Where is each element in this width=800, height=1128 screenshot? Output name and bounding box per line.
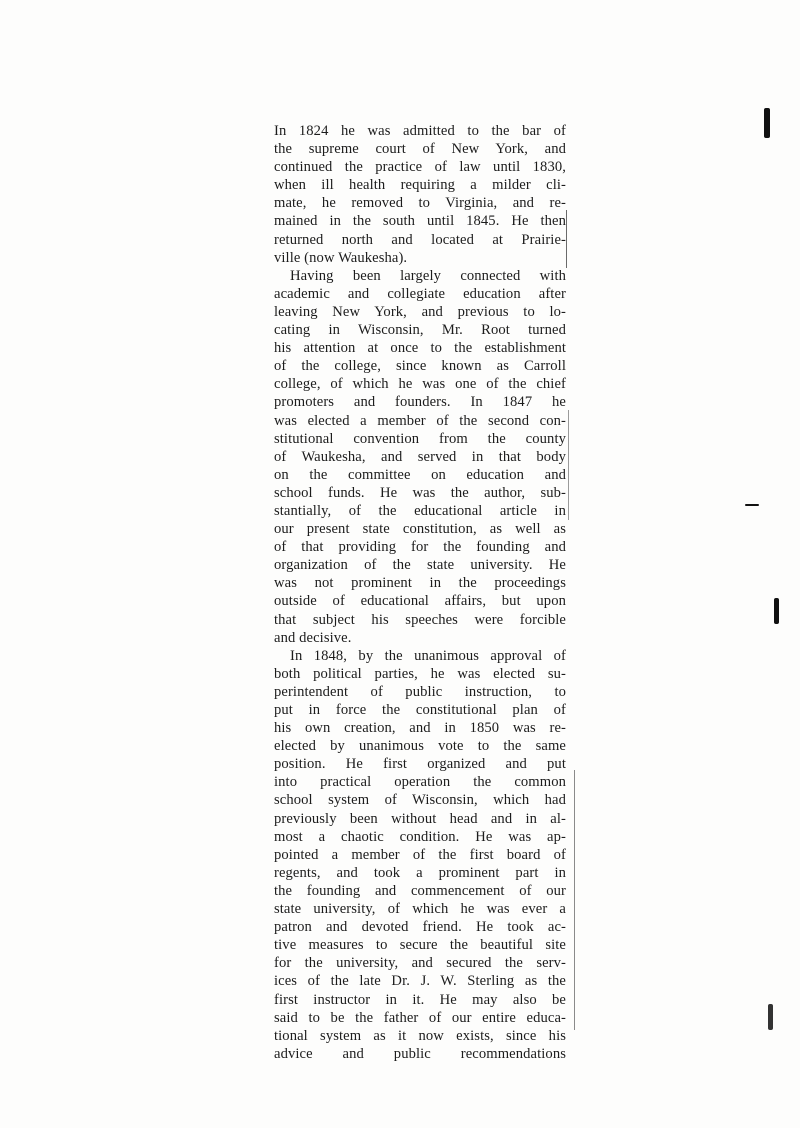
text-line: stantially, of the educational article in: [274, 502, 566, 519]
text-line: previously been without head and in al-: [274, 810, 566, 827]
text-line: of Waukesha, and served in that body: [274, 448, 566, 465]
text-line: and decisive.: [274, 629, 352, 646]
text-line: stitutional convention from the county: [274, 430, 566, 447]
text-line: his own creation, and in 1850 was re-: [274, 720, 566, 737]
text-line: first instructor in it. He may also be: [274, 991, 566, 1008]
text-line: both political parties, he was elected su-: [274, 665, 566, 682]
text-line: In 1848, by the unanimous approval of: [290, 647, 566, 664]
text-line: of that providing for the founding and: [274, 539, 566, 556]
text-line: the founding and commencement of our: [274, 882, 566, 899]
text-line: his attention at once to the establishment: [274, 340, 566, 357]
text-line: our present state constitution, as well as: [274, 521, 566, 538]
text-line: put in force the constitutional plan of: [274, 702, 566, 718]
scan-artifact-mark: [745, 504, 759, 506]
text-line: advice and public recommendations: [274, 1045, 566, 1062]
text-line: cating in Wisconsin, Mr. Root turned: [274, 322, 566, 339]
text-line: on the committee on education and: [274, 466, 566, 483]
text-line: said to be the father of our entire educa-: [274, 1009, 566, 1026]
text-line: organization of the state university. He: [274, 557, 566, 574]
text-line: into practical operation the common: [274, 774, 566, 791]
text-line: tional system as it now exists, since his: [274, 1027, 566, 1044]
text-line: elected by unanimous vote to the same: [274, 738, 566, 755]
text-line: leaving New York, and previous to lo-: [274, 303, 566, 320]
text-line: most a chaotic condition. He was ap-: [274, 828, 566, 845]
text-line: Having been largely connected with: [290, 267, 566, 284]
column-edge-rule: [566, 210, 567, 268]
paragraph-3: [274, 647, 566, 1063]
text-line: tive measures to secure the beautiful site: [274, 937, 566, 954]
column-edge-rule: [574, 770, 575, 1030]
text-line: was elected a member of the second con-: [274, 412, 566, 429]
text-line: mate, he removed to Virginia, and re-: [274, 195, 566, 212]
text-line: the supreme court of New York, and: [274, 141, 566, 158]
scan-artifact-mark: [768, 1004, 773, 1030]
text-line: perintendent of public instruction, to: [274, 683, 566, 700]
text-line: position. He first organized and put: [274, 756, 566, 773]
text-line: ices of the late Dr. J. W. Sterling as the: [274, 973, 566, 990]
text-line: continued the practice of law until 1830,: [274, 159, 566, 176]
scan-artifact-mark: [774, 598, 779, 624]
text-line: for the university, and secured the serv-: [274, 955, 566, 972]
text-line: regents, and took a prominent part in: [274, 864, 566, 881]
scan-artifact-mark: [764, 108, 770, 138]
text-line: was not prominent in the proceedings: [274, 575, 566, 592]
text-line: school funds. He was the author, sub-: [274, 484, 566, 501]
text-line: mained in the south until 1845. He then: [274, 213, 566, 230]
text-line: college, of which he was one of the chief: [274, 376, 566, 393]
text-line: school system of Wisconsin, which had: [274, 792, 566, 809]
text-line: that subject his speeches were forcible: [274, 611, 566, 628]
text-line: state university, of which he was ever a: [274, 901, 566, 918]
text-column: [274, 122, 566, 1063]
text-line: promoters and founders. In 1847 he: [274, 394, 566, 411]
text-line: ville (now Waukesha).: [274, 249, 408, 266]
text-line: pointed a member of the first board of: [274, 846, 566, 863]
text-line: outside of educational affairs, but upon: [274, 593, 566, 610]
column-edge-rule: [568, 410, 569, 520]
text-line: returned north and located at Prairie-: [274, 231, 566, 248]
text-line: patron and devoted friend. He took ac-: [274, 919, 566, 936]
text-line: In 1824 he was admitted to the bar of: [274, 123, 566, 139]
paragraph-1: [274, 122, 566, 267]
paragraph-2: [274, 267, 566, 647]
text-line: when ill health requiring a milder cli-: [274, 177, 566, 194]
text-line: academic and collegiate education after: [274, 285, 566, 302]
text-line: of the college, since known as Carroll: [274, 358, 566, 375]
